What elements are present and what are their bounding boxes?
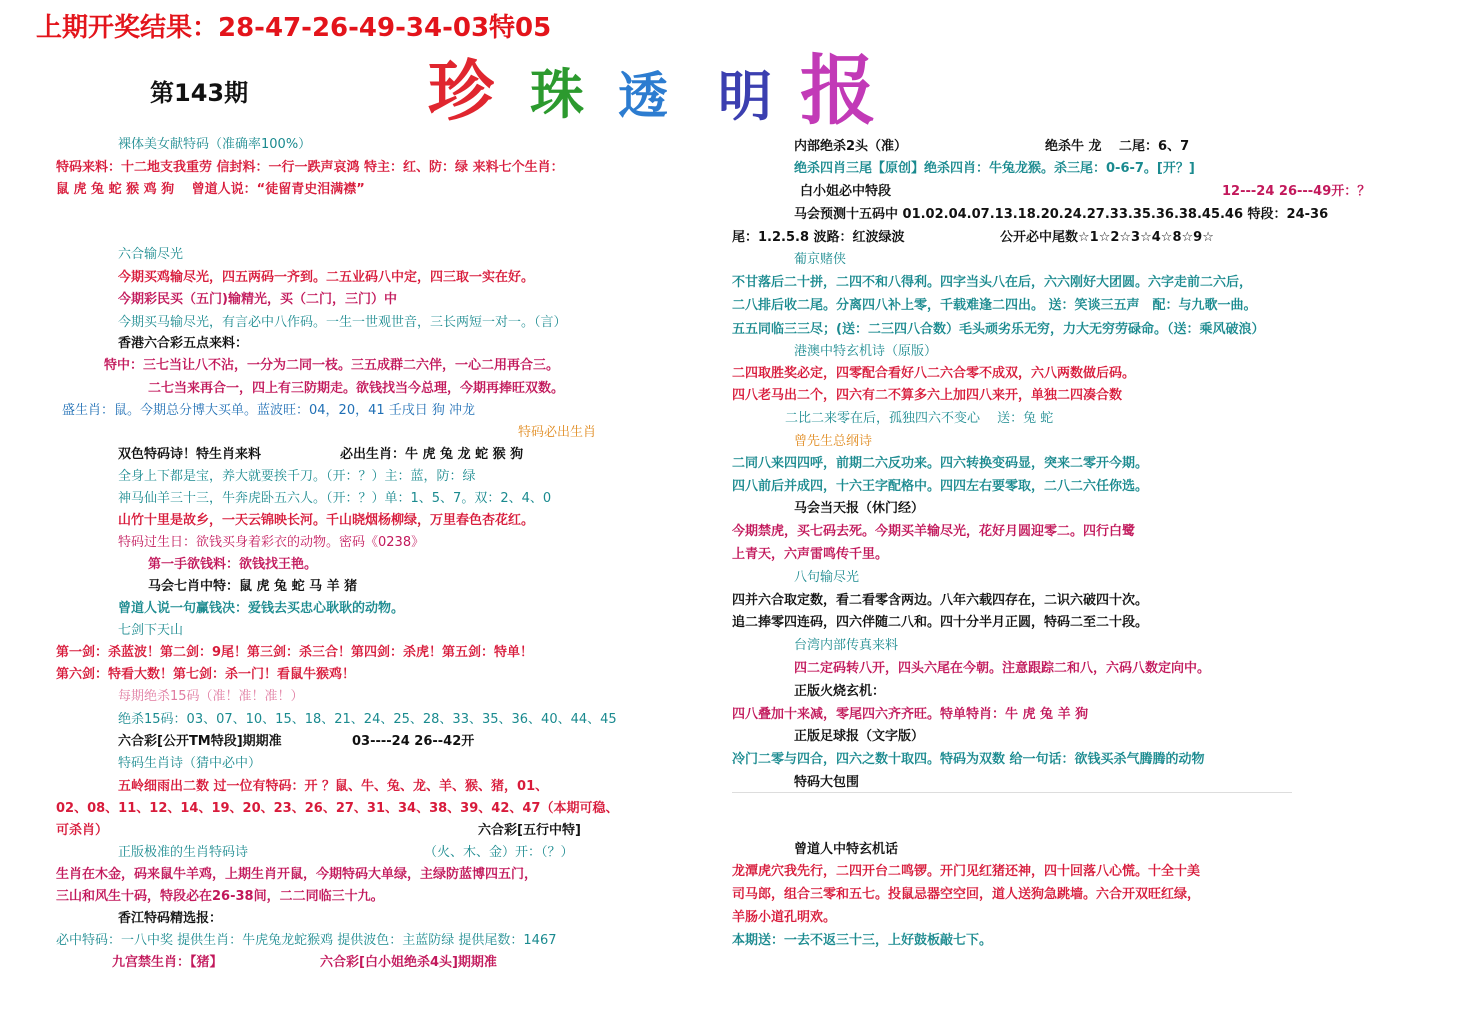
right-line: 司马郎，组合三零和五七。投鼠忌器空空回，道人送狗急跳墙。六合开双旺红绿， [732, 887, 1201, 902]
left-line: 今期买鸡输尽光，四五两码一齐到。二五业码八中定，四三取一实在好。 [118, 270, 535, 285]
right-line: 四并六合取定数，看二看零含两边。八年六载四存在，二识六破四十次。 [732, 593, 1149, 608]
left-line: 特中：三七当让八不沾，一分为二同一枝。三五成群二六伴，一心二用再合三。 [104, 358, 560, 373]
right-heading-9: 正版足球报（文字版） [794, 729, 925, 744]
right-heading-10: 特码大包围 [794, 775, 860, 790]
right-line: 追二捧零四连码，四六伴随二八和。四十分半月正圆，特码二至二十段。 [732, 615, 1149, 630]
left-line: 必中特码：一八中奖 提供生肖：牛虎兔龙蛇猴鸡 提供波色：主蓝防绿 提供尾数：1467 [56, 933, 557, 948]
title-char-1: 珍 [428, 52, 494, 130]
left-line: 曾道人说一句赢钱决：爱钱去买忠心耿耿的动物。 [118, 601, 405, 616]
left-line: 全身上下都是宝，养大就要挨千刀。（开：？）主：蓝，防：绿 [118, 469, 476, 484]
left-heading-10: 香江特码精选报： [118, 911, 223, 926]
left-line: 第一剑：杀蓝波！第二剑：9尾！第三剑：杀三合！第四剑：杀虎！第五剑：特单！ [56, 645, 534, 660]
right-heading-3: 港澳中特玄机诗（原版） [794, 344, 938, 359]
issue-number: 第143期 [150, 79, 249, 107]
right-line: 四八叠加十来减，零尾四六齐齐旺。特单特肖：牛 虎 兔 羊 狗 [732, 707, 1089, 722]
right-line: 上青天，六声雷鸣传千里。 [732, 547, 889, 562]
left-heading-7: 每期绝杀15码（准！准！准！） [118, 689, 304, 704]
right-line: 二八排后收二尾。分离四八补上零，千载难逢二四出。 送：笑谈三五声 配：与九歌一曲。 [732, 298, 1257, 313]
left-line: 马会七肖中特：鼠 虎 兔 蛇 马 羊 猪 [148, 579, 358, 594]
right-heading-4: 曾先生总纲诗 [794, 434, 873, 449]
left-line: 六合彩[五行中特] [478, 823, 581, 838]
right-line: 公开必中尾数☆1☆2☆3☆4☆8☆9☆ [1000, 230, 1214, 245]
left-line: 神马仙羊三十三，牛奔虎卧五六人。（开：？）单：1、5、7。双：2、4、0 [118, 491, 552, 506]
left-line: 九宫禁生肖：【猪】 [112, 955, 223, 970]
right-line: 五五同临三三尽；(送：二三四八合数）毛头顽劣乐无穷，力大无穷劳碌命。（送：乘风破浪） [732, 322, 1265, 337]
right-line: 四八老马出二个，四六有二不算多六上加四八来开，单独二四凑合数 [732, 388, 1123, 403]
right-line: 四二定码转八开，四头六尾在今朝。注意跟踪二和八，六码八数定向中。 [794, 661, 1211, 676]
left-line: 五岭细雨出二数 过一位有特码：开 ？鼠、牛、兔、龙、羊、猴、猪，01、 [118, 779, 549, 794]
left-line: 鼠 虎 兔 蛇 猴 鸡 狗 曾道人说：“徒留青史泪满襟” [56, 182, 365, 197]
left-heading-5: 双色特码诗！特生肖来料 [118, 447, 262, 462]
right-line: 本期送：一去不返三十三，上好鼓板敲七下。 [732, 933, 993, 948]
right-line: 绝杀牛 龙 二尾：6、7 [1045, 139, 1190, 154]
left-line: 必出生肖：牛 虎 兔 龙 蛇 猴 狗 [340, 447, 524, 462]
left-heading-8: 特码生肖诗（猜中必中） [118, 756, 262, 771]
left-line: 03----24 26--42开 [352, 734, 475, 749]
left-heading-2: 六合输尽光 [118, 247, 184, 262]
left-line: 盛生肖：鼠。今期总分博大买单。蓝波旺：04，20，41 壬戌日 狗 冲龙 [62, 403, 476, 418]
left-line: 第六剑：特看大数！第七剑：杀一门！看鼠牛猴鸡！ [56, 667, 356, 682]
left-heading-4: 特码必出生肖 [518, 425, 597, 440]
left-line: （火、木、金）开：（？） [424, 845, 574, 860]
right-line: 龙潭虎穴我先行，二四开台二鸣锣。开门见红猪还神，四十回落八心慌。十全十美 [732, 864, 1201, 879]
left-line: 六合彩[公开TM特段]期期准 [118, 734, 282, 749]
right-line: 冷门二零与四合，四六之数十取四。特码为双数 给一句话：欲钱买杀气腾腾的动物 [732, 752, 1205, 767]
right-heading-11: 曾道人中特玄机话 [794, 842, 899, 857]
right-line: 12---24 26---49开：？ [1222, 184, 1371, 199]
right-line: 羊肠小道孔明欢。 [732, 910, 837, 925]
title-char-2: 珠 [530, 62, 584, 126]
left-line: 今期买马输尽光，有言必中八作码。一生一世观世音，三长两短一对一。（言） [118, 315, 567, 330]
right-line: 今期禁虎，买七码去死。今期买羊输尽光，花好月圆迎零二。四行白鹭 [732, 524, 1136, 539]
right-heading-6: 八句输尽光 [794, 570, 860, 585]
right-heading-5: 马会当天报（休门经） [794, 501, 925, 516]
right-heading-1: 白小姐必中特段 [800, 184, 892, 199]
right-line: 二同八来四四呼，前期二六反功来。四六转换变码显，突来二零开今期。 [732, 456, 1149, 471]
right-line: 二四取胜奖必定，四零配合看好八二六合零不成双，六八两数做后码。 [732, 366, 1136, 381]
left-line: 特码过生日：欲钱买身着彩衣的动物。密码《0238》 [118, 535, 425, 550]
right-heading-8: 正版火烧玄机： [794, 684, 886, 699]
left-line: 山竹十里是故乡，一天云锦映长河。千山晓烟杨柳绿，万里春色杏花红。 [118, 513, 535, 528]
right-line: 尾：1.2.5.8 波路：红波绿波 [732, 230, 905, 245]
left-line: 六合彩[白小姐绝杀4头]期期准 [320, 955, 497, 970]
left-heading-1: 裸体美女献特码（准确率100%） [118, 137, 312, 152]
right-heading-2: 葡京赌侠 [794, 252, 847, 267]
last-result-line: 上期开奖结果：28-47-26-49-34-03特05 [36, 13, 552, 43]
right-line: 不甘落后二十拼，二四不和八得利。四字当头八在后，六六刚好大团圆。六字走前二六后， [732, 275, 1253, 290]
left-line: 可杀肖） [56, 823, 109, 838]
left-line: 今期彩民买（五门)输精光，买（二门，三门）中 [118, 292, 397, 307]
right-line: 四八前后并成四，十六王字配格中。四四左右要零取，二八二六任你选。 [732, 479, 1149, 494]
left-line: 三山和风生十码，特段必在26-38间，二二同临三十九。 [56, 889, 384, 904]
left-line: 绝杀15码：03、07、10、15、18、21、24、25、28、33、35、36、40、44、45 [118, 712, 617, 727]
right-line: 内部绝杀2头（准） [794, 139, 908, 154]
right-line: 绝杀四肖三尾【原创】绝杀四肖：牛兔龙猴。杀三尾：0-6-7。[开？] [794, 161, 1195, 176]
divider [732, 792, 1292, 793]
right-line: 马会预测十五码中 01.02.04.07.13.18.20.24.27.33.35.36.38.45.46 特段：24-36 [794, 207, 1329, 222]
left-heading-3: 香港六合彩五点来料： [118, 336, 249, 351]
left-heading-6: 七剑下天山 [118, 623, 184, 638]
right-heading-7: 台湾内部传真来料 [794, 638, 899, 653]
left-line: 二七当来再合一，四上有三防期走。欲钱找当今总理，今期再捧旺双数。 [148, 381, 565, 396]
right-line: 二比二来零在后，孤独四六不变心 送：兔 蛇 [785, 411, 1054, 426]
left-line: 02、08、11、12、14、19、20、23、26、27、31、34、38、39、42、47（本期可稳、 [56, 801, 619, 816]
left-line: 生肖在木金，码来鼠牛羊鸡，上期生肖开鼠，今期特码大单绿，主绿防蓝博四五门， [56, 867, 538, 882]
title-char-4: 明 [718, 64, 772, 128]
left-line: 特码来料：十二地支我重劳 信封料：一行一跌声哀鸿 特主：红、防：绿 来料七个生肖： [56, 160, 564, 175]
left-heading-9: 正版极准的生肖特码诗 [118, 845, 249, 860]
left-line: 第一手欲钱料：欲钱找王艳。 [148, 557, 318, 572]
title-char-3: 透 [618, 66, 668, 125]
title-char-5: 报 [800, 46, 876, 135]
